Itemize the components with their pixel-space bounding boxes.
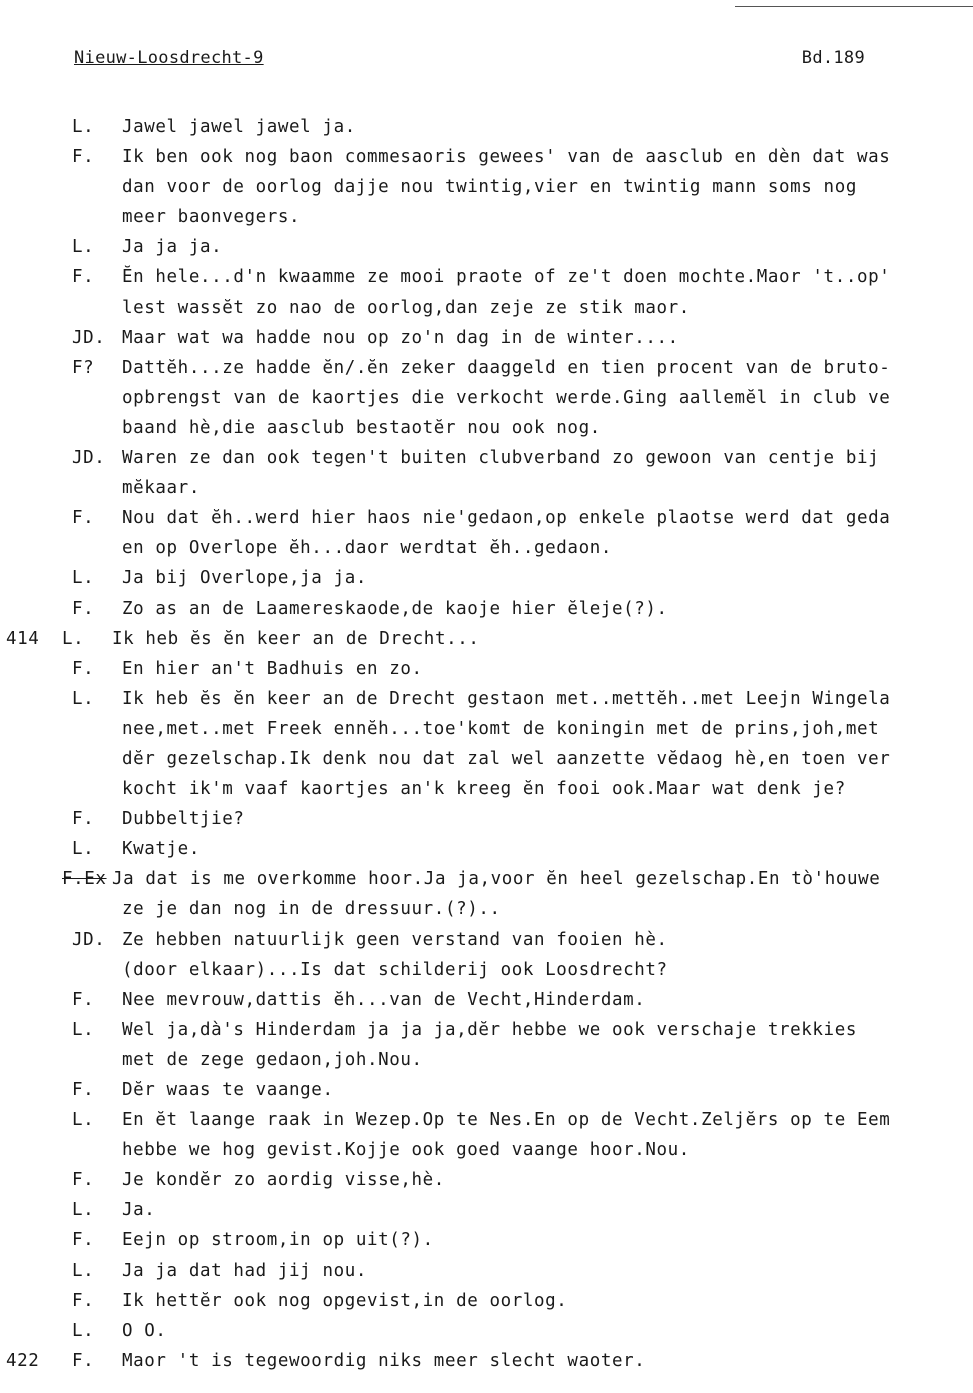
transcript-line	[0, 1225, 973, 1255]
transcript-line	[0, 1075, 973, 1105]
speaker-label: L.	[72, 1110, 95, 1131]
utterance-text: hebbe we hog gevist.Kojje ook goed vaange hoor.Nou.	[122, 1140, 690, 1161]
transcript-line	[0, 894, 973, 924]
utterance-text: Ja dat is me overkomme hoor.Ja ja,voor ĕn heel gezelschap.En tò'houwe	[112, 869, 881, 890]
transcript-line	[0, 1195, 973, 1225]
utterance-text: opbrengst van de kaortjes die verkocht werde.Ging aallemĕl in club ve	[122, 387, 891, 408]
utterance-text: Nou dat ĕh..werd hier haos nie'gedaon,op enkele plaotse werd dat geda	[122, 508, 891, 529]
speaker-label: L.	[72, 839, 95, 860]
speaker-label: L.	[72, 1320, 95, 1341]
speaker-label: F.	[72, 147, 95, 168]
transcript-line	[0, 804, 973, 834]
utterance-text: Ze hebben natuurlijk geen verstand van fooien hè.	[122, 929, 668, 950]
utterance-text: en op Overlope ĕh...daor werdtat ĕh..gedaon.	[122, 538, 612, 559]
transcript-line	[0, 774, 973, 804]
transcript-line	[0, 684, 973, 714]
speaker-label: F.	[72, 658, 95, 679]
utterance-text: Zo as an de Laamereskaode,de kaoje hier ĕleje(?).	[122, 598, 668, 619]
speaker-label: L.	[72, 117, 95, 137]
transcript-line	[0, 985, 973, 1015]
utterance-text: Eejn op stroom,in op uit(?).	[122, 1230, 434, 1251]
speaker-label: L.	[72, 1200, 95, 1221]
transcript-line	[0, 533, 973, 563]
utterance-text: Waren ze dan ook tegen't buiten clubverband zo gewoon van centje bij	[122, 448, 880, 469]
transcript-line	[0, 262, 973, 292]
utterance-text: Ik heb ĕs ĕn keer an de Drecht...	[112, 628, 480, 649]
utterance-text: Dĕr waas te vaange.	[122, 1080, 334, 1100]
transcript-line	[0, 142, 973, 172]
transcript-line	[0, 443, 973, 473]
speaker-label: L.	[72, 688, 95, 709]
transcript-line	[0, 925, 973, 955]
transcript-line	[0, 503, 973, 533]
utterance-text: (door elkaar)...Is dat schilderij ook Loosdrecht?	[122, 959, 668, 980]
speaker-label: F.	[72, 1080, 95, 1100]
speaker-label: F.	[72, 267, 95, 288]
speaker-label: F?	[72, 357, 95, 378]
utterance-text: ze je dan nog in de dressuur.(?)..	[122, 899, 501, 920]
utterance-text: baand hè,die aasclub bestaotĕr nou ook nog.	[122, 417, 601, 438]
utterance-text: Ik hettĕr ook nog opgevist,in de oorlog.	[122, 1290, 568, 1311]
utterance-text: dĕr gezelschap.Ik denk nou dat zal wel aanzette vĕdaog hè,en toen ver	[122, 748, 891, 769]
speaker-label: F.	[72, 989, 95, 1010]
utterance-text: kocht ik'm vaaf kaortjes an'k kreeg ĕn fooi ook.Maar wat denk je?	[122, 779, 846, 800]
transcript-line	[0, 353, 973, 383]
utterance-text: O O.	[122, 1320, 167, 1341]
transcript-line	[0, 383, 973, 413]
transcript-line	[0, 955, 973, 985]
utterance-text: met de zege gedaon,joh.Nou.	[122, 1049, 423, 1070]
utterance-text: meer baonvegers.	[122, 207, 301, 228]
utterance-text: Jawel jawel jawel ja.	[122, 117, 356, 137]
transcript-line	[0, 1045, 973, 1075]
transcript-line	[0, 834, 973, 864]
transcript-line	[0, 293, 973, 323]
transcript-line	[0, 1286, 973, 1316]
transcript-line	[0, 594, 973, 624]
utterance-text: En hier an't Badhuis en zo.	[122, 658, 423, 679]
transcript-line	[0, 624, 973, 654]
speaker-label: F.	[72, 1170, 95, 1191]
top-rule	[735, 6, 973, 7]
transcript-line	[0, 112, 973, 142]
margin-line-number: 422	[6, 1350, 40, 1371]
speaker-label: F.	[72, 1350, 95, 1371]
transcript-line	[0, 1165, 973, 1195]
utterance-text: Nee mevrouw,dattis ĕh...van de Vecht,Hinderdam.	[122, 989, 646, 1010]
transcript-line	[0, 323, 973, 353]
transcript-line	[0, 1135, 973, 1165]
transcript-line	[0, 232, 973, 262]
transcript-line	[0, 1346, 973, 1376]
utterance-text: Ja ja ja.	[122, 237, 223, 258]
utterance-text: Dattĕh...ze hadde ĕn/.ĕn zeker daaggeld en tien procent van de bruto-	[122, 357, 891, 378]
speaker-label: JD.	[72, 327, 106, 348]
utterance-text: Kwatje.	[122, 839, 200, 860]
document-title: Nieuw-Loosdrecht-9	[74, 48, 264, 68]
transcript-line	[0, 714, 973, 744]
speaker-label: L.	[72, 568, 95, 589]
utterance-text: Dubbeltjie?	[122, 809, 245, 830]
speaker-label: F.Ex	[62, 869, 107, 890]
utterance-text: nee,met..met Freek ennĕh...toe'komt de koningin met de prins,joh,met	[122, 718, 880, 739]
utterance-text: dan voor de oorlog dajje nou twintig,vier en twintig mann soms nog	[122, 177, 857, 198]
utterance-text: Ja bij Overlope,ja ja.	[122, 568, 367, 589]
transcript-line	[0, 202, 973, 232]
utterance-text: Ik ben ook nog baon commesaoris gewees' van de aasclub en dèn dat was	[122, 147, 891, 168]
margin-line-number: 414	[6, 628, 40, 649]
transcript-lines	[0, 112, 973, 1376]
transcript-line	[0, 563, 973, 593]
transcript-line	[0, 1105, 973, 1135]
utterance-text: Ĕn hele...d'n kwaamme ze mooi praote of ze't doen mochte.Maor 't..op'	[122, 267, 891, 288]
utterance-text: Maar wat wa hadde nou op zo'n dag in de winter....	[122, 327, 679, 348]
transcript-line	[0, 1015, 973, 1045]
utterance-text: Ik heb ĕs ĕn keer an de Drecht gestaon met..mettĕh..met Leejn Wingela	[122, 688, 891, 709]
transcript-line	[0, 413, 973, 443]
transcript-line	[0, 1256, 973, 1286]
speaker-label: L.	[72, 1019, 95, 1040]
transcript-line	[0, 473, 973, 503]
utterance-text: En ĕt laange raak in Wezep.Op te Nes.En op de Vecht.Zeljĕrs op te Eem	[122, 1110, 891, 1131]
speaker-label: L.	[62, 628, 85, 649]
page-reference: Bd.189	[801, 48, 865, 68]
speaker-label: F.	[72, 598, 95, 619]
speaker-label: F.	[72, 1230, 95, 1251]
utterance-text: Maor 't is tegewoordig niks meer slecht waoter.	[122, 1350, 646, 1371]
speaker-label: L.	[72, 237, 95, 258]
utterance-text: lest wassĕt zo nao de oorlog,dan zeje ze stik maor.	[122, 297, 690, 318]
transcript-line	[0, 1316, 973, 1346]
utterance-text: Ja ja dat had jij nou.	[122, 1260, 367, 1281]
speaker-label: F.	[72, 508, 95, 529]
speaker-label: F.	[72, 809, 95, 830]
transcript-line	[0, 744, 973, 774]
transcript-line	[0, 864, 973, 894]
speaker-label: JD.	[72, 929, 106, 950]
speaker-label: F.	[72, 1290, 95, 1311]
utterance-text: mĕkaar.	[122, 478, 200, 499]
speaker-label: JD.	[72, 448, 106, 469]
utterance-text: Je kondĕr zo aordig visse,hè.	[122, 1170, 445, 1191]
speaker-label: L.	[72, 1260, 95, 1281]
transcript-line	[0, 654, 973, 684]
transcript-line	[0, 172, 973, 202]
utterance-text: Wel ja,dà's Hinderdam ja ja ja,dĕr hebbe we ook verschaje trekkies	[122, 1019, 857, 1040]
page-header	[74, 48, 865, 68]
utterance-text: Ja.	[122, 1200, 156, 1221]
